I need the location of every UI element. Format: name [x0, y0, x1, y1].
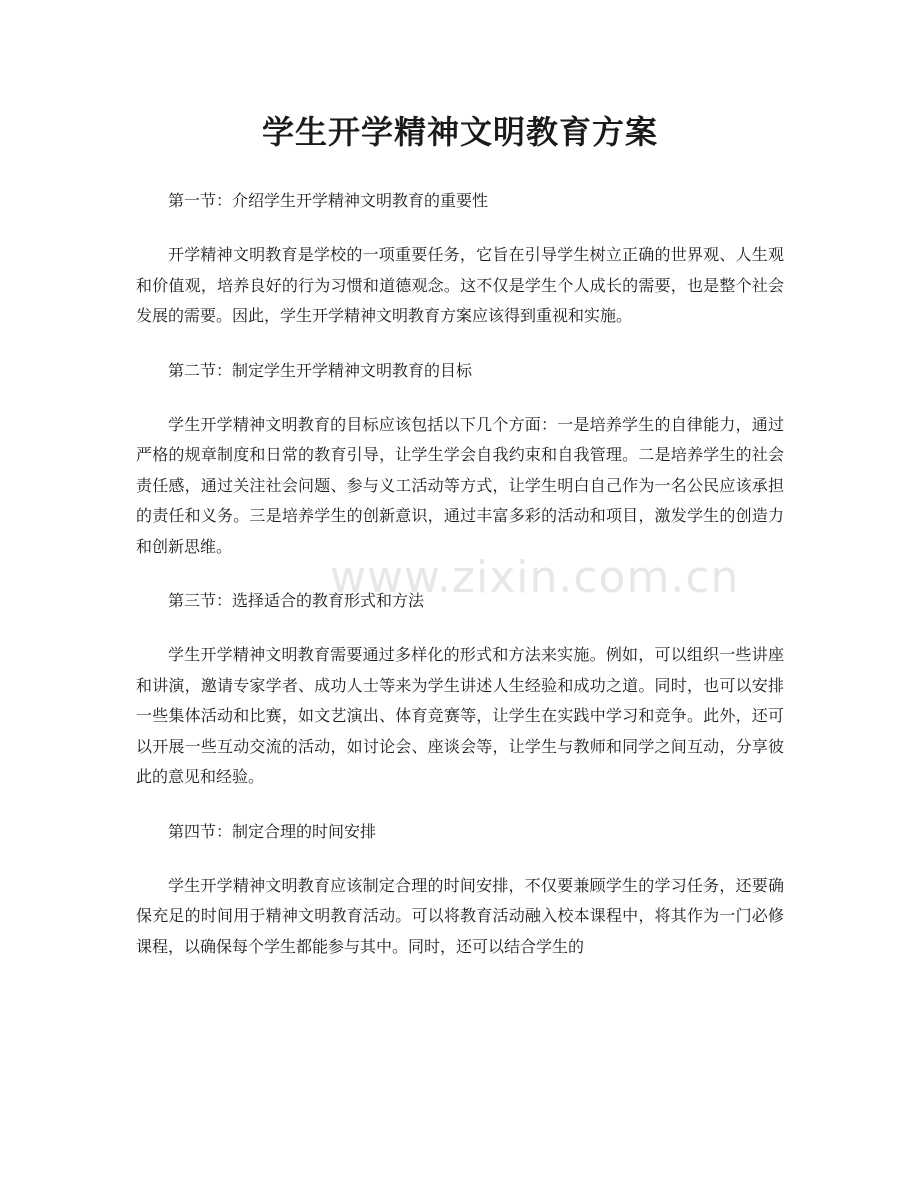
document-body	[136, 186, 784, 962]
section-heading-3: 第三节：选择适合的教育形式和方法	[168, 591, 425, 610]
section-heading-2: 第二节：制定学生开学精神文明教育的目标	[168, 360, 473, 380]
site-watermark: www.zixin.com.cn	[330, 552, 740, 603]
section-paragraph-4: 学生开学精神文明教育应该制定合理的时间安排，不仅要兼顾学生的学习任务，还要确保充足的时间用于精神文明教育活动。可以将教育活动融入校本课程中，将其作为一门必修课程，以确保每个学生都能参与其中。同时，还可以结合学生的	[136, 875, 784, 956]
section-paragraph-2: 学生开学精神文明教育的目标应该包括以下几个方面：一是培养学生的自律能力，通过严格的规章制度和日常的教育引导，让学生学会自我约束和自我管理。二是培养学生的社会责任感，通过关注社会问题、参与义工活动等方式，让学生明白自己作为一名公民应该承担的责任和义务。三是培养学生的创新意识，通过丰富多彩的活动和项目，激发学生的创造力和创新思维。	[136, 414, 784, 556]
section-heading-4: 第四节：制定合理的时间安排	[168, 821, 377, 841]
section-heading-1: 第一节：介绍学生开学精神文明教育的重要性	[168, 191, 489, 210]
document-title: 学生开学精神文明教育方案	[261, 113, 658, 151]
section-paragraph-1: 开学精神文明教育是学校的一项重要任务，它旨在引导学生树立正确的世界观、人生观和价值观，培养良好的行为习惯和道德观念。这不仅是学生个人成长的需要，也是整个社会发展的需要。因此，学生开学精神文明教育方案应该得到重视和实施。	[136, 245, 784, 325]
section-paragraph-3: 学生开学精神文明教育需要通过多样化的形式和方法来实施。例如，可以组织一些讲座和讲演，邀请专家学者、成功人士等来为学生讲述人生经验和成功之道。同时，也可以安排一些集体活动和比赛，如文艺演出、体育竞赛等，让学生在实践中学习和竞争。此外，还可以开展一些互动交流的活动，如讨论会、座谈会等，让学生与教师和同学之间互动，分享彼此的意见和经验。	[136, 645, 784, 786]
